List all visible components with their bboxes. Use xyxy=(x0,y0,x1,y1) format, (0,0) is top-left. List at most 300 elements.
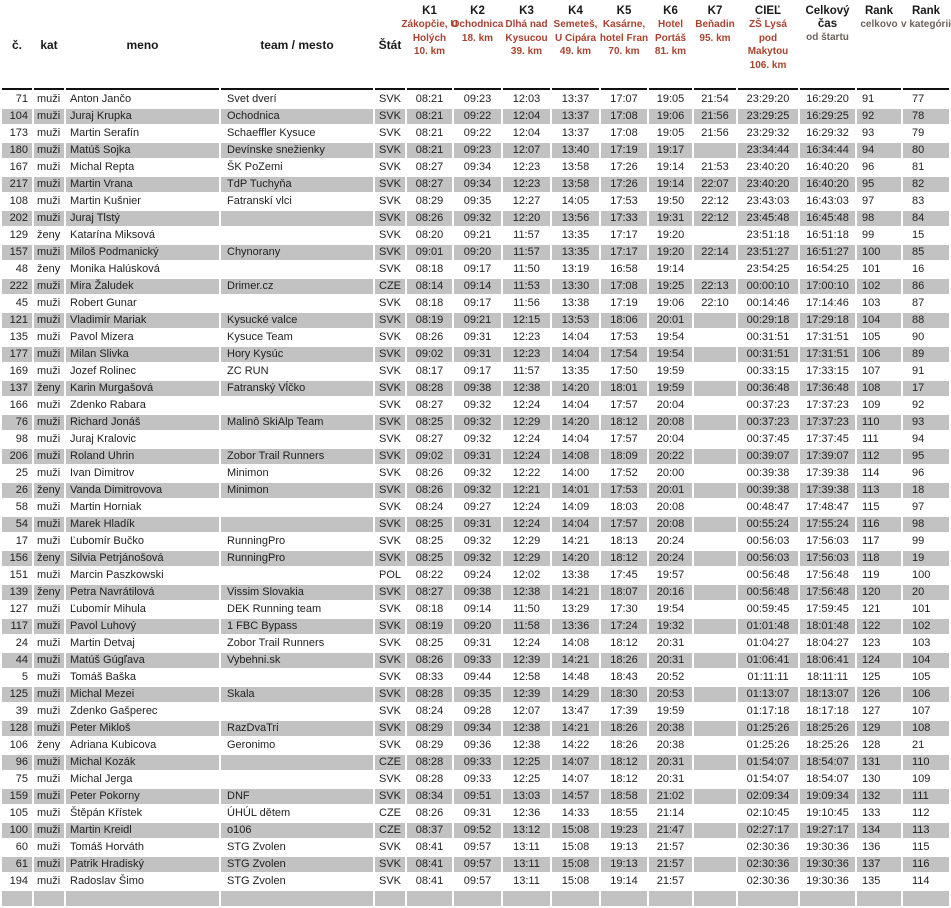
cell-k2: 09:35 xyxy=(463,195,492,207)
cell-ciel: 23:40:20 xyxy=(738,177,798,192)
cell-k6: 19:54 xyxy=(649,347,692,362)
cell-meno: Miloš Podmanický xyxy=(66,245,219,260)
cell-bib: 202 xyxy=(2,211,32,226)
cell-meno: Zdenko Rabara xyxy=(70,399,146,411)
cell-stat: CZE xyxy=(375,279,405,294)
cell-team xyxy=(221,772,373,787)
cell-rankcat: 81 xyxy=(912,161,925,173)
cell-kat: muži xyxy=(37,297,61,309)
cell-k7 xyxy=(694,823,736,838)
table-row xyxy=(2,245,949,260)
cell-k4: 13:29 xyxy=(561,603,590,615)
cell-total: 18:13:07 xyxy=(800,687,855,702)
cell-k1: 08:18 xyxy=(415,603,444,615)
table-row xyxy=(2,704,949,719)
cell-k7 xyxy=(694,721,736,736)
cell-stat: SVK xyxy=(375,313,405,328)
cell-k5: 16:58 xyxy=(610,263,638,275)
cell-rank: 128 xyxy=(862,739,881,751)
cell-kat: ženy xyxy=(34,551,64,566)
cell-k5: 18:12 xyxy=(601,755,647,770)
cell-k5: 18:30 xyxy=(601,687,647,702)
table-row xyxy=(2,211,949,226)
cell-k7 xyxy=(694,840,736,855)
cell-k7 xyxy=(694,262,736,277)
cell-total: 19:30:36 xyxy=(806,841,849,853)
col-header-label: K1 xyxy=(422,5,437,17)
cell-k6: 19:14 xyxy=(656,263,685,275)
cell-meno: Richard Jonáš xyxy=(66,415,219,430)
cell-total: 17:33:15 xyxy=(806,365,849,377)
cell-meno: Ivan Dimitrov xyxy=(70,467,135,479)
cell-k1: 09:01 xyxy=(407,245,452,260)
cell-team: Chynorany xyxy=(221,245,373,260)
cell-stat: SVK xyxy=(379,161,402,173)
cell-k1: 08:20 xyxy=(415,229,444,241)
cell-k3: 12:29 xyxy=(503,415,550,430)
col-header-subline: hotel Fran xyxy=(599,32,649,44)
cell-rank: 101 xyxy=(862,263,881,275)
cell-total: 18:25:26 xyxy=(806,739,849,751)
col-header-subline: od štartu xyxy=(806,32,849,43)
cell-kat: muži xyxy=(34,109,64,124)
cell-k4: 13:30 xyxy=(552,279,599,294)
cell-rankcat: 85 xyxy=(903,245,949,260)
table-row-partial xyxy=(2,891,949,906)
cell-k1: 08:28 xyxy=(407,755,452,770)
cell-k3: 12:38 xyxy=(503,381,550,396)
cell-rank: 93 xyxy=(862,127,875,139)
table-row xyxy=(2,381,949,396)
cell-bib: 17 xyxy=(15,535,28,547)
cell-k3: 11:56 xyxy=(513,297,540,309)
cell-k5: 17:50 xyxy=(610,365,638,377)
col-header-subline: Dlhá nad xyxy=(505,19,548,30)
cell-k5: 18:55 xyxy=(610,807,638,819)
cell-meno: Adriana Kubicova xyxy=(70,739,157,751)
cell-k3: 12:36 xyxy=(512,807,541,819)
cell-k2: 09:32 xyxy=(454,551,501,566)
cell-rank: 121 xyxy=(862,603,881,615)
cell-rank: 118 xyxy=(857,551,901,566)
table-row xyxy=(2,483,949,498)
cell-team: Vissim Slovakia xyxy=(221,585,373,600)
cell-k1: 08:41 xyxy=(415,875,444,887)
cell-rank: 91 xyxy=(862,93,875,105)
cell-k5: 19:13 xyxy=(601,857,647,872)
cell-rank: 123 xyxy=(862,637,881,649)
cell-k1: 08:33 xyxy=(415,671,444,683)
cell-k5: 18:12 xyxy=(601,551,647,566)
cell-k4: 13:58 xyxy=(561,161,590,173)
cell-k6: 19:57 xyxy=(656,569,685,581)
cell-k7 xyxy=(694,772,736,787)
col-header-rankcat xyxy=(900,2,951,90)
cell-k4: 14:21 xyxy=(552,721,599,736)
cell-k6: 20:24 xyxy=(656,535,685,547)
cell-k6: 19:14 xyxy=(649,177,692,192)
cell-k2: 09:57 xyxy=(463,875,492,887)
cell-k5: 18:12 xyxy=(601,415,647,430)
cell-kat: muži xyxy=(34,449,64,464)
cell-meno: Karin Murgašová xyxy=(66,381,219,396)
cell-team xyxy=(221,398,373,413)
cell-ciel: 01:54:07 xyxy=(738,755,798,770)
cell-kat: muži xyxy=(34,687,64,702)
cell-team xyxy=(221,296,373,311)
cell-stat: SVK xyxy=(375,517,405,532)
cell-team xyxy=(221,704,373,719)
cell-rankcat: 103 xyxy=(912,637,931,649)
cell-kat: muži xyxy=(37,671,61,683)
cell-k3: 12:02 xyxy=(512,569,541,581)
col-header-subline: Beňadin xyxy=(695,19,735,30)
cell-bib: 44 xyxy=(2,653,32,668)
cell-k1: 08:41 xyxy=(415,841,444,853)
cell-team: TdP Tuchyňa xyxy=(221,177,373,192)
cell-k6: 19:20 xyxy=(649,245,692,260)
cell-kat: muži xyxy=(37,875,61,887)
cell-k4: 13:47 xyxy=(561,705,590,717)
cell-k5: 17:39 xyxy=(610,705,638,717)
cell-k1: 08:21 xyxy=(415,93,444,105)
cell-meno: Patrik Hradiský xyxy=(66,857,219,872)
cell-rank: 124 xyxy=(857,653,901,668)
cell-rankcat: 88 xyxy=(903,313,949,328)
cell-k3: 11:50 xyxy=(513,263,540,275)
cell-stat: SVK xyxy=(379,263,402,275)
col-header-label: K4 xyxy=(568,5,583,17)
cell-ciel: 02:30:36 xyxy=(738,857,798,872)
cell-k5: 17:19 xyxy=(601,143,647,158)
cell-rankcat: 113 xyxy=(903,823,949,838)
cell-bib: 137 xyxy=(2,381,32,396)
cell-ciel: 01:25:26 xyxy=(738,721,798,736)
cell-k6: 20:31 xyxy=(649,653,692,668)
cell-bib: 206 xyxy=(2,449,32,464)
cell-k1: 08:26 xyxy=(407,483,452,498)
cell-k2: 09:34 xyxy=(454,721,501,736)
cell-stat: SVK xyxy=(375,687,405,702)
cell-meno: Pavol Mizera xyxy=(70,331,134,343)
cell-team xyxy=(221,568,373,583)
cell-team: Zobor Trail Runners xyxy=(221,449,373,464)
cell-k1: 08:18 xyxy=(415,263,444,275)
cell-kat: muži xyxy=(34,619,64,634)
col-header-ciel xyxy=(738,2,798,90)
cell-ciel: 01:01:48 xyxy=(738,619,798,634)
cell-meno: Marcin Paszkowski xyxy=(70,569,164,581)
cell-k5: 17:45 xyxy=(610,569,638,581)
cell-bib: 129 xyxy=(9,229,28,241)
cell-k6: 21:57 xyxy=(649,857,692,872)
table-row xyxy=(2,772,949,787)
cell-k3: 12:24 xyxy=(512,399,541,411)
col-header-subline: Makytou xyxy=(747,46,789,57)
cell-stat: SVK xyxy=(379,399,402,411)
cell-ciel: 23:45:48 xyxy=(738,211,798,226)
cell-bib: 39 xyxy=(15,705,28,717)
cell-bib: 105 xyxy=(9,807,28,819)
cell-ciel: 00:31:51 xyxy=(738,347,798,362)
cell-team: ZC RUN xyxy=(227,365,269,377)
cell-total: 18:54:07 xyxy=(800,755,855,770)
cell-rankcat: 105 xyxy=(912,671,931,683)
cell-total: 18:54:07 xyxy=(806,773,849,785)
cell-rank: 113 xyxy=(857,483,901,498)
cell-ciel: 23:51:27 xyxy=(738,245,798,260)
cell-meno: Marek Hladík xyxy=(66,517,219,532)
cell-k1: 08:34 xyxy=(407,789,452,804)
cell-k1: 08:24 xyxy=(415,705,444,717)
cell-bib: 45 xyxy=(15,297,28,309)
cell-k7 xyxy=(694,143,736,158)
table-row xyxy=(2,228,949,243)
cell-meno: Radoslav Šimo xyxy=(70,875,144,887)
cell-k7: 21:56 xyxy=(694,109,736,124)
col-header-stat xyxy=(375,2,405,90)
cell-team: 1 FBC Bypass xyxy=(221,619,373,634)
cell-k5: 17:53 xyxy=(610,195,638,207)
cell-k1: 08:27 xyxy=(415,161,444,173)
col-header-subline: Portáš xyxy=(654,32,687,44)
cell-k2: 09:17 xyxy=(463,365,492,377)
cell-k1: 09:02 xyxy=(407,449,452,464)
cell-stat: POL xyxy=(379,569,402,581)
cell-kat: muži xyxy=(37,773,61,785)
table-row xyxy=(2,347,949,362)
cell-stat: SVK xyxy=(375,245,405,260)
cell-bib: 169 xyxy=(9,365,28,377)
cell-rankcat: 90 xyxy=(912,331,925,343)
cell-k2: 09:36 xyxy=(463,739,492,751)
cell-meno: Vladimír Mariak xyxy=(66,313,219,328)
col-header-label: kat xyxy=(40,37,58,52)
cell-k1: 08:29 xyxy=(407,721,452,736)
cell-k6: 20:16 xyxy=(649,585,692,600)
cell-stat: SVK xyxy=(379,841,402,853)
cell-rank: 94 xyxy=(857,143,901,158)
cell-kat: muži xyxy=(34,653,64,668)
cell-kat: muži xyxy=(34,823,64,838)
cell-rank: 125 xyxy=(862,671,881,683)
cell-meno: Michal Jerga xyxy=(70,773,133,785)
cell-total: 17:56:48 xyxy=(800,585,855,600)
cell-total: 16:40:20 xyxy=(806,161,849,173)
cell-meno: Martin Detvaj xyxy=(70,637,135,649)
cell-kat: muži xyxy=(34,755,64,770)
cell-meno: Martin Serafín xyxy=(70,127,140,139)
cell-k7 xyxy=(694,806,736,821)
cell-rankcat: 16 xyxy=(912,263,925,275)
table-row xyxy=(2,313,949,328)
cell-k6: 19:14 xyxy=(656,161,685,173)
cell-k6: 19:06 xyxy=(656,297,685,309)
cell-meno: Martin Kreidl xyxy=(66,823,219,838)
cell-k3: 12:29 xyxy=(503,551,550,566)
cell-k6: 19:54 xyxy=(656,331,685,343)
cell-stat: SVK xyxy=(379,433,402,445)
cell-k1: 09:02 xyxy=(407,347,452,362)
cell-rank: 120 xyxy=(857,585,901,600)
col-header-subline: Holých xyxy=(412,32,447,44)
cell-total: 17:56:03 xyxy=(806,535,849,547)
cell-rank: 98 xyxy=(857,211,901,226)
cell-total: 17:00:10 xyxy=(800,279,855,294)
cell-k4: 14:07 xyxy=(552,755,599,770)
cell-rank: 114 xyxy=(862,467,880,479)
cell-k4: 14:05 xyxy=(561,195,590,207)
cell-total: 17:56:48 xyxy=(806,569,849,581)
cell-total: 18:06:41 xyxy=(800,653,855,668)
cell-rank: 131 xyxy=(857,755,901,770)
cell-meno: Petra Navrátilová xyxy=(66,585,219,600)
cell-kat: muži xyxy=(37,399,61,411)
cell-stat: SVK xyxy=(379,195,402,207)
cell-k2: 09:32 xyxy=(454,415,501,430)
cell-k5: 19:23 xyxy=(601,823,647,838)
cell-k6: 20:04 xyxy=(656,433,685,445)
cell-total: 19:10:45 xyxy=(806,807,849,819)
cell-total: 17:56:03 xyxy=(800,551,855,566)
cell-k2: 09:34 xyxy=(463,161,492,173)
cell-stat: SVK xyxy=(379,365,402,377)
cell-total: 17:55:24 xyxy=(800,517,855,532)
cell-kat: muži xyxy=(37,807,61,819)
cell-k7 xyxy=(694,449,736,464)
table-row xyxy=(2,466,949,481)
cell-kat: muži xyxy=(37,127,61,139)
table-row xyxy=(2,160,949,175)
col-header-subline: v kategórii xyxy=(900,19,951,30)
cell-k1: 08:27 xyxy=(415,433,444,445)
cell-k2: 09:20 xyxy=(454,619,501,634)
cell-k1: 08:24 xyxy=(415,501,444,513)
cell-k5: 18:12 xyxy=(610,637,638,649)
cell-k1: 08:26 xyxy=(407,211,452,226)
cell-ciel: 01:04:27 xyxy=(746,637,790,649)
cell-stat: SVK xyxy=(375,483,405,498)
cell-total: 18:25:26 xyxy=(800,721,855,736)
cell-team xyxy=(221,432,373,447)
cell-bib: 71 xyxy=(15,93,28,105)
cell-k6: 20:01 xyxy=(649,483,692,498)
cell-kat: muži xyxy=(37,569,61,581)
cell-k4: 13:37 xyxy=(561,93,590,105)
cell-k2 xyxy=(454,891,501,906)
cell-k3: 12:23 xyxy=(512,331,541,343)
cell-team: Kysucké valce xyxy=(221,313,373,328)
cell-meno: Matúš Sojka xyxy=(66,143,219,158)
cell-rank: 135 xyxy=(862,875,881,887)
cell-total: 18:17:18 xyxy=(806,705,849,717)
cell-team: DEK Running team xyxy=(227,603,322,615)
cell-k2: 09:34 xyxy=(454,177,501,192)
cell-k4: 13:40 xyxy=(552,143,599,158)
cell-team xyxy=(221,262,373,277)
col-header-subline: 106. km xyxy=(749,59,787,71)
cell-bib: 60 xyxy=(15,841,28,853)
cell-k3: 13:03 xyxy=(503,789,550,804)
cell-team: STG Zvolen xyxy=(221,857,373,872)
cell-stat: SVK xyxy=(379,331,402,343)
cell-meno: Silvia Petrjánošová xyxy=(66,551,219,566)
cell-team: RazDvaTri xyxy=(221,721,373,736)
cell-bib: 76 xyxy=(2,415,32,430)
cell-k7: 22:14 xyxy=(694,245,736,260)
cell-kat: muži xyxy=(37,841,61,853)
cell-k3: 12:04 xyxy=(503,109,550,124)
table-row xyxy=(2,874,949,889)
table-row xyxy=(2,279,949,294)
cell-k3: 12:24 xyxy=(512,637,541,649)
cell-rankcat: 77 xyxy=(912,93,925,105)
table-row xyxy=(2,262,949,277)
col-header-kat xyxy=(34,2,64,90)
cell-rank: 110 xyxy=(857,415,901,430)
cell-team xyxy=(221,500,373,515)
cell-k7 xyxy=(694,585,736,600)
table-row xyxy=(2,585,949,600)
cell-rankcat: 82 xyxy=(903,177,949,192)
cell-team: Minimon xyxy=(227,467,269,479)
cell-k5: 17:07 xyxy=(610,93,638,105)
cell-k4: 14:22 xyxy=(561,739,590,751)
cell-kat: muži xyxy=(37,195,61,207)
cell-kat: muži xyxy=(34,143,64,158)
cell-k7 xyxy=(694,653,736,668)
cell-team: ŠK PoZemi xyxy=(227,161,283,173)
cell-bib: 166 xyxy=(9,399,28,411)
col-header-subline: pod xyxy=(758,32,778,44)
cell-meno: Michal Kozák xyxy=(66,755,219,770)
cell-meno: Ľubomír Bučko xyxy=(70,535,144,547)
cell-rank: 102 xyxy=(857,279,901,294)
cell-rank: 136 xyxy=(862,841,881,853)
cell-k7 xyxy=(694,687,736,702)
cell-k6: 20:52 xyxy=(656,671,685,683)
cell-k3: 12:04 xyxy=(512,127,541,139)
cell-kat: muži xyxy=(37,161,61,173)
cell-stat: SVK xyxy=(375,619,405,634)
cell-k5: 18:06 xyxy=(601,313,647,328)
cell-stat: SVK xyxy=(379,297,402,309)
cell-k3: 13:11 xyxy=(513,841,540,853)
cell-bib: 98 xyxy=(15,433,28,445)
cell-k7 xyxy=(694,381,736,396)
cell-k7 xyxy=(694,517,736,532)
cell-meno: Milan Slivka xyxy=(66,347,219,362)
cell-team xyxy=(221,228,373,243)
cell-k1: 08:26 xyxy=(407,653,452,668)
cell-k6: 19:50 xyxy=(656,195,685,207)
cell-ciel: 00:14:46 xyxy=(746,297,790,309)
cell-ciel: 02:30:36 xyxy=(746,875,790,887)
table-row xyxy=(2,432,949,447)
cell-meno: Michal Mezei xyxy=(66,687,219,702)
cell-k6: 19:31 xyxy=(649,211,692,226)
cell-k2: 09:33 xyxy=(454,755,501,770)
cell-ciel: 00:00:10 xyxy=(738,279,798,294)
cell-ciel: 00:36:48 xyxy=(738,381,798,396)
cell-ciel: 23:54:25 xyxy=(746,263,790,275)
cell-k6: 19:59 xyxy=(656,365,685,377)
cell-k1: 08:22 xyxy=(415,569,444,581)
cell-k1: 08:27 xyxy=(415,399,444,411)
cell-meno: Martin Horniak xyxy=(70,501,142,513)
col-header-label: K6 xyxy=(663,5,678,17)
cell-bib: 156 xyxy=(2,551,32,566)
